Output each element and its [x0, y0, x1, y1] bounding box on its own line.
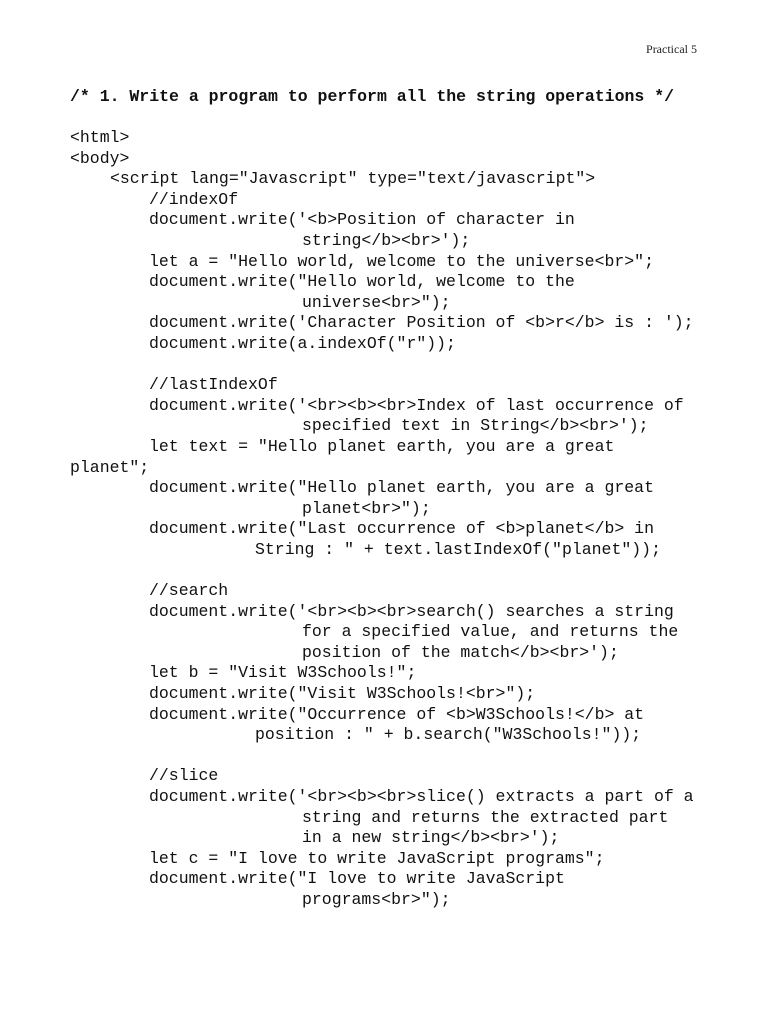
- code-line: universe<br>");: [302, 292, 451, 312]
- code-line: //slice: [149, 766, 219, 786]
- code-line: programs<br>");: [302, 889, 451, 909]
- code-line: position of the match</b><br>');: [302, 642, 619, 662]
- code-line: string and returns the extracted part: [302, 807, 669, 827]
- code-line: for a specified value, and returns the: [302, 622, 679, 642]
- code-line: document.write("Occurrence of <b>W3Schools!</b> at: [149, 704, 645, 724]
- practical-heading: /* 1. Write a program to perform all the string operations */: [70, 87, 674, 106]
- blank-line: [0, 746, 768, 767]
- code-line: document.write("Visit W3Schools!<br>");: [149, 684, 536, 704]
- code-line: <body>: [70, 148, 130, 168]
- code-line: string</b><br>');: [302, 230, 471, 250]
- code-line: document.write("Hello planet earth, you are a great: [149, 478, 654, 498]
- code-line: document.write("I love to write JavaScript: [149, 869, 565, 889]
- code-line: String : " + text.lastIndexOf("planet"));: [255, 539, 661, 559]
- code-line: document.write('<b>Position of character in: [149, 210, 575, 230]
- code-line: //indexOf: [149, 189, 239, 209]
- code-line: document.write("Last occurrence of <b>planet</b> in: [149, 519, 654, 539]
- code-line: let a = "Hello world, welcome to the universe<br>";: [149, 251, 654, 271]
- code-line: in a new string</b><br>');: [302, 828, 560, 848]
- code-line: specified text in String</b><br>');: [302, 416, 649, 436]
- code-line: document.write('<br><b><br>search() searches a string: [149, 601, 674, 621]
- code-line: document.write('Character Position of <b>r</b> is : ');: [149, 313, 694, 333]
- code-line: document.write("Hello world, welcome to the: [149, 272, 575, 292]
- code-line: <html>: [70, 128, 130, 147]
- code-line: planet";: [70, 457, 150, 477]
- code-line: position : " + b.search("W3Schools!"));: [255, 725, 642, 745]
- page-header-label: Practical 5: [646, 42, 697, 56]
- code-line: let b = "Visit W3Schools!";: [149, 663, 417, 683]
- code-line: <script lang="Javascript" type="text/javascript">: [110, 169, 596, 189]
- code-line: document.write('<br><b><br>Index of last occurrence of: [149, 395, 684, 415]
- code-line: document.write('<br><b><br>slice() extracts a part of a: [149, 787, 694, 806]
- code-line: planet<br>");: [302, 498, 431, 518]
- blank-line: [0, 560, 768, 581]
- blank-line: [0, 355, 768, 376]
- code-line: //search: [149, 581, 229, 601]
- code-line: //lastIndexOf: [149, 375, 278, 395]
- code-block: [0, 128, 768, 911]
- code-line: let c = "I love to write JavaScript programs";: [149, 848, 605, 868]
- code-line: document.write(a.indexOf("r"));: [149, 333, 456, 353]
- code-line: let text = "Hello planet earth, you are a great: [149, 436, 615, 456]
